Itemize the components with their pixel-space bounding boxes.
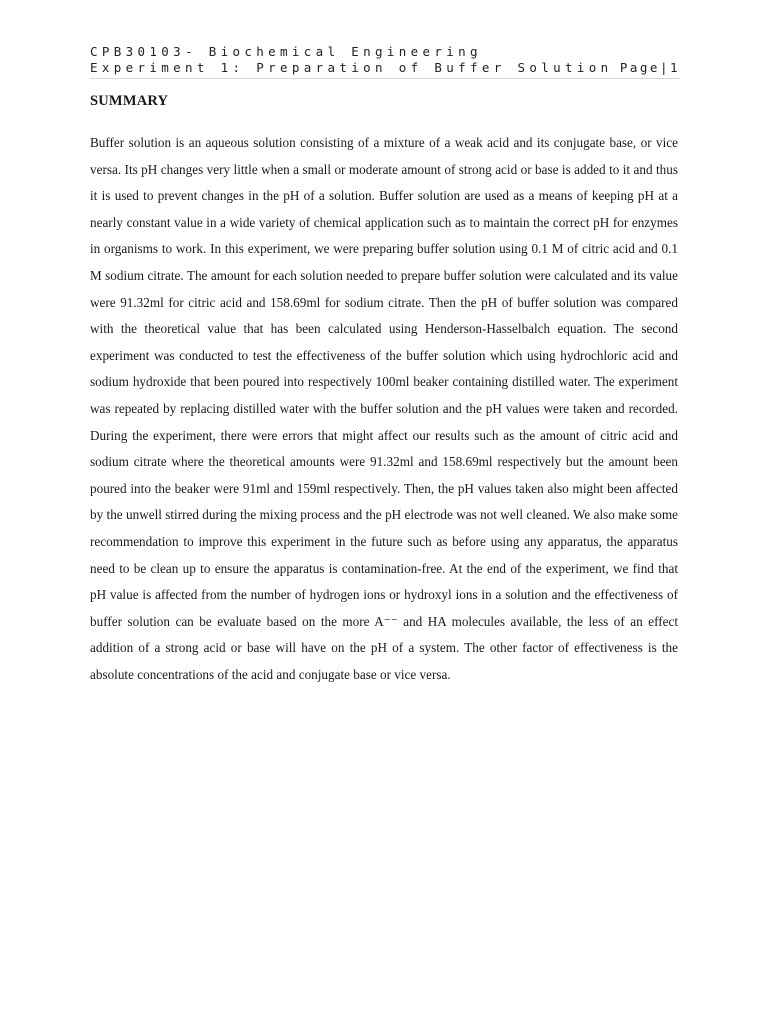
- header-second-line: [90, 60, 680, 76]
- running-header: [90, 44, 680, 76]
- course-title: CPB30103- Biochemical Engineering: [90, 44, 482, 59]
- summary-paragraph: Buffer solution is an aqueous solution consisting of a mixture of a weak acid and its conjugate base, or vice versa. Its pH changes very little when a small or moderate amount of strong acid or base is added to it and thus it is used to prevent changes in the pH of a solution. Buffer solution are used as a means of keeping pH at a nearly constant value in a wide variety of chemical application such as to maintain the correct pH for enzymes in organisms to work. In this experiment, we were preparing buffer solution using 0.1 M of citric acid and 0.1 M sodium citrate. The amount for each solution needed to prepare buffer solution were calculated and its value were 91.32ml for citric acid and 158.69ml for sodium citrate. Then the pH of buffer solution was compared with the theoretical value that has been calculated using Henderson-Hasselbalch equation. The second experiment was conducted to test the effectiveness of the buffer solution which using hydrochloric acid and sodium hydroxide that been poured into respectively 100ml beaker containing distilled water. The experiment was repeated by replacing distilled water with the buffer solution and the pH values were taken and recorded. During the experiment, there were errors that might affect our results such as the amount of citric acid and sodium citrate where the theoretical amounts were 91.32ml and 158.69ml respectively but the amount been poured into the beaker were 91ml and 159ml respectively. Then, the pH values taken also might been affected by the unwell stirred during the mixing process and the pH electrode was not well cleaned. We also make some recommendation to improve this experiment in the future such as before using any apparatus, the apparatus need to be clean up to ensure the apparatus is contamination-free. At the end of the experiment, we find that pH value is affected from the number of hydrogen ions or hydroxyl ions in a solution and the effectiveness of buffer solution can be evaluate based on the more A⁻⁻ and HA molecules available, the less of an effect addition of a strong acid or base will have on the pH of a system. The other factor of effectiveness is the absolute concentrations of the acid and conjugate base or vice versa.: [90, 135, 678, 682]
- header-divider: [90, 78, 680, 79]
- section-heading: SUMMARY: [90, 93, 169, 109]
- experiment-title: Experiment 1: Preparation of Buffer Solution: [90, 60, 613, 75]
- page-number: Page|1: [619, 60, 680, 75]
